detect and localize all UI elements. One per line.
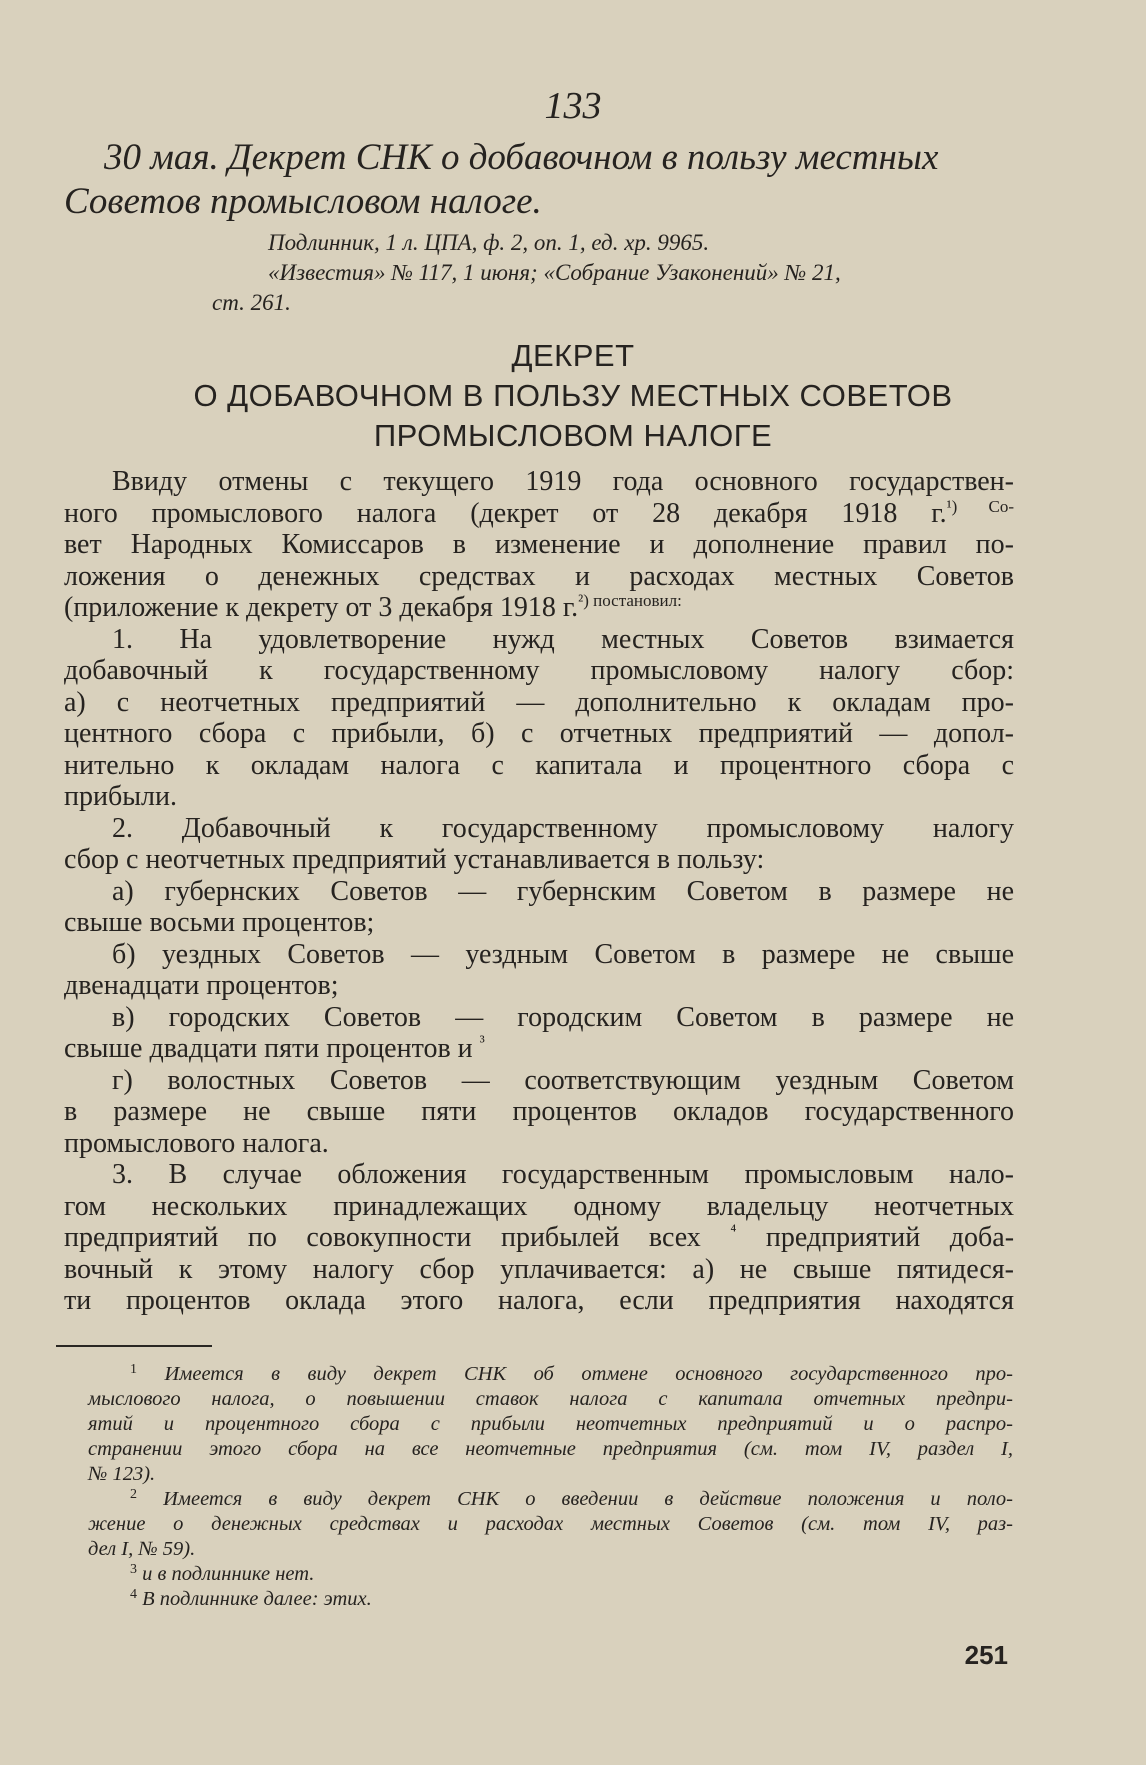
body-line: предприятий по совокупности прибылей всех $^{^4}$ предприятий доба- <box>64 1221 1015 1253</box>
body-line: промыслового налога. <box>64 1127 329 1159</box>
footnote <box>88 1487 1013 1562</box>
footnote <box>88 1362 1013 1487</box>
heading-line: ДЕКРЕТ <box>511 338 635 373</box>
footnote-line: странении этого сбора на все неотчетные предприятия (см. том IV, раздел I, <box>88 1438 1013 1460</box>
footnote <box>88 1587 1013 1612</box>
body-line: г) волостных Советов — соответствующим уездным Советом <box>112 1064 1014 1096</box>
title-line: 30 мая. Декрет СНК о добавочном в пользу местных <box>104 137 939 178</box>
decree-heading <box>0 336 1146 456</box>
source-line: «Известия» № 117, 1 июня; «Собрание Узаконений» № 21, <box>268 260 841 285</box>
footnote-line: $^3$ и в подлиннике нет. <box>130 1562 315 1585</box>
body-line: а) с неотчетных предприятий — дополнительно к окладам про- <box>64 686 1014 718</box>
footnote-line: $^1$ Имеется в виду декрет СНК об отмене основного государственного про- <box>130 1362 1013 1385</box>
body-line: вет Народных Комиссаров в изменение и дополнение правил по- <box>64 529 1014 560</box>
document-number: 133 <box>544 85 602 127</box>
body-line: Ввиду отмены с текущего 1919 года основного государствен- <box>112 466 1014 497</box>
body-line: а) губернских Советов — губернским Советом в размере не <box>112 875 1014 907</box>
footnote-line: жение о денежных средствах и расходах местных Советов (см. том IV, раз- <box>88 1513 1013 1535</box>
body-line: в размере не свыше пяти процентов окладов государственного <box>64 1096 1014 1127</box>
body-line: добавочный к государственному промысловому налогу сбор: <box>64 655 1014 686</box>
source-line: ст. 261. <box>212 290 291 315</box>
decree-body <box>64 466 1014 1317</box>
body-line: свыше восьми процентов; <box>64 907 375 938</box>
page-number: 251 <box>964 1640 1008 1670</box>
footnote-line: $^4$ В подлиннике далее: этих. <box>130 1587 372 1610</box>
body-line: б) уездных Советов — уездным Советом в размере не свыше <box>112 938 1014 970</box>
body-line: ложения о денежных средствах и расходах местных Советов <box>64 560 1014 592</box>
source-line: Подлинник, 1 л. ЦПА, ф. 2, оп. 1, ед. хр. 9965. <box>268 230 710 255</box>
body-line: 2. Добавочный к государственному промысловому налогу <box>112 812 1014 844</box>
footnote-line: мыслового налога, о повышении ставок налога с капитала отчетных предпри- <box>88 1388 1013 1410</box>
footnote-line: $^2$ Имеется в виду декрет СНК о введении в действие положения и поло- <box>130 1487 1013 1510</box>
body-line: центного сбора с прибыли, б) с отчетных предприятий — допол- <box>64 718 1014 749</box>
heading-line: О ДОБАВОЧНОМ В ПОЛЬЗУ МЕСТНЫХ СОВЕТОВ <box>193 378 953 413</box>
footnote-ref: ¹) Со- <box>946 496 1014 516</box>
footnote-divider <box>56 1345 212 1347</box>
archival-source <box>212 228 1022 318</box>
body-line: сбор с неотчетных предприятий устанавливается в пользу: <box>64 844 765 875</box>
body-line: двенадцати процентов; <box>64 970 339 1001</box>
body-line: ного промыслового налога (декрет от 28 декабря 1918 г.$^{^1) Со-}$ <box>64 496 1014 529</box>
footnote-line: ятий и процентного сбора с прибыли неотчетных предприятий и о распро- <box>88 1413 1013 1435</box>
title-line: Советов промысловом налоге. <box>64 181 542 222</box>
body-line: в) городских Советов — городским Советом в размере не <box>112 1001 1014 1033</box>
body-line: ти процентов оклада этого налога, если предприятия находятся <box>64 1285 1014 1316</box>
body-line: прибыли. <box>64 781 177 812</box>
body-line: 3. В случае обложения государственным промысловым нало- <box>112 1159 1014 1190</box>
body-line: нительно к окладам налога с капитала и процентного сбора с <box>64 749 1014 781</box>
footnote-line: № 123). <box>88 1463 156 1485</box>
footnote-ref: ²) постановил: <box>578 591 682 610</box>
body-line: свыше двадцати пяти процентов и $^{^3}$ <box>64 1032 485 1064</box>
document-title <box>64 136 1064 224</box>
footnote-ref: ⁴ <box>730 1221 737 1240</box>
body-line: гом нескольких принадлежащих одному владельцу неотчетных <box>64 1190 1014 1222</box>
footnote-mark: 4 <box>130 1587 137 1602</box>
footnote-mark: 2 <box>130 1487 137 1502</box>
body-line: вочный к этому налогу сбор уплачивается: а) не свыше пятидеся- <box>64 1253 1014 1285</box>
footnote-ref: ³ <box>479 1032 485 1051</box>
body-line: (приложение к декрету от 3 декабря 1918 г.$^{^2) постановил:}$ <box>64 591 682 623</box>
footnote <box>88 1562 1013 1587</box>
body-line: 1. На удовлетворение нужд местных Советов взимается <box>112 623 1014 655</box>
heading-line: ПРОМЫСЛОВОМ НАЛОГЕ <box>373 418 773 453</box>
footnote-mark: 1 <box>130 1362 137 1377</box>
footnote-mark: 3 <box>130 1562 137 1577</box>
footnotes <box>88 1362 1013 1612</box>
footnote-line: дел I, № 59). <box>88 1538 196 1560</box>
